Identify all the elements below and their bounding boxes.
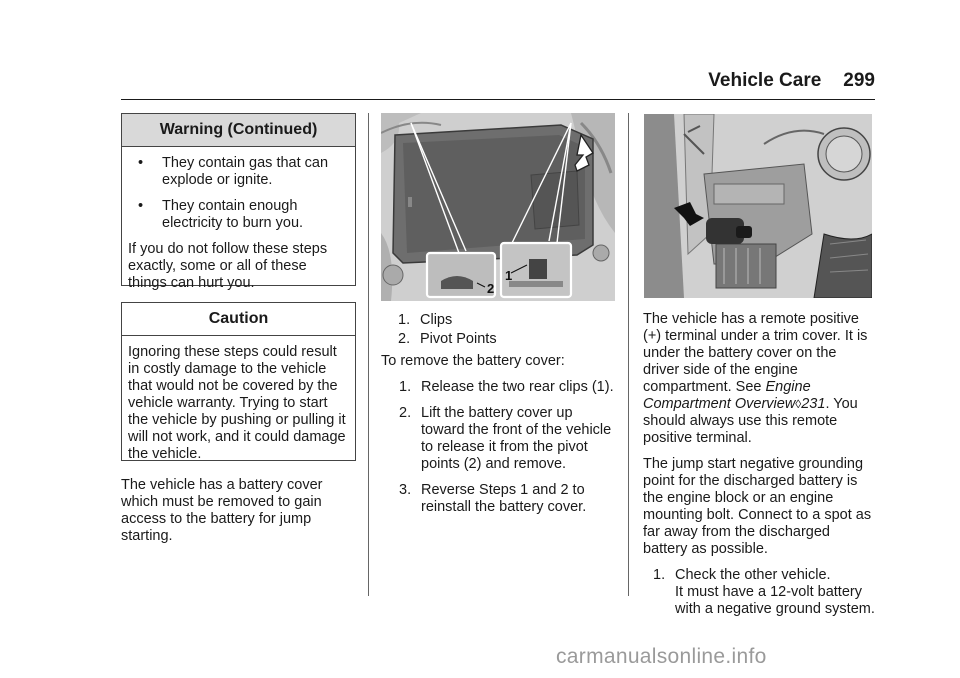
bullet-text: They contain enough electricity to burn you.: [162, 198, 304, 231]
column-divider-1: [368, 113, 369, 596]
step-number: 3.: [399, 482, 412, 498]
battery-cover-illustration-svg: [381, 113, 615, 301]
caution-box: [121, 302, 356, 461]
step-title: Check the other vehicle.: [675, 567, 831, 583]
step-text: It must have a 12-volt battery with a negative ground system.: [675, 584, 875, 617]
step-text: Release the two rear clips (1).: [421, 379, 614, 395]
list-item: [399, 405, 618, 473]
callout-2: 2: [487, 281, 495, 296]
list-item: [398, 311, 598, 330]
battery-cover-paragraph: The vehicle has a battery cover which must be removed to gain access to the battery for jump starting.: [121, 477, 323, 544]
warning-box: [121, 113, 356, 291]
remote-terminal-illustration: [644, 114, 872, 298]
header-rule: [121, 99, 875, 100]
warning-title: Warning (Continued): [122, 114, 355, 147]
page-header: [685, 70, 875, 92]
caution-text: Ignoring these steps could result in costly damage to the vehicle that would not be covered by the vehicle warranty. Trying to start the vehicle by pushing or pulling it will not work, and it could damage the vehicle.: [128, 344, 346, 462]
bullet-symbol: •: [138, 198, 144, 214]
list-item: [398, 330, 598, 349]
step-number: 1.: [399, 379, 412, 395]
remote-terminal-illustration-svg: [644, 114, 872, 298]
bullet-text: They contain gas that can explode or ignite.: [162, 155, 329, 188]
page-reference-number[interactable]: 231: [801, 396, 826, 412]
list-item: [653, 567, 875, 618]
bullet-symbol: •: [138, 155, 144, 171]
list-item: [138, 198, 349, 232]
remote-terminal-text: The vehicle has a remote positive (+) terminal under a trim cover. It is under the battery cover on the driver side of the engine compartment. See: [643, 311, 868, 395]
legend-text: Clips: [420, 312, 453, 328]
figure-legend: [398, 311, 598, 349]
legend-text: Pivot Points: [420, 331, 497, 347]
legend-number: 1.: [398, 312, 411, 328]
page-number: 299: [843, 70, 875, 91]
step-text: Lift the battery cover up toward the front of the vehicle to release it from the pivot points (2) and remove.: [421, 405, 612, 472]
list-item: [138, 155, 349, 189]
caution-title: Caution: [122, 303, 355, 336]
list-item: [399, 482, 618, 516]
removal-instructions: [381, 353, 618, 525]
remote-terminal-paragraph: [643, 311, 875, 447]
engine-compartment-link[interactable]: Engine Compartment Overview: [643, 379, 811, 412]
remote-terminal-text-end: . You should always use this remote positive terminal.: [643, 396, 858, 446]
step-number: 2.: [399, 405, 412, 421]
legend-number: 2.: [398, 331, 411, 347]
watermark[interactable]: carmanualsonline.info: [556, 645, 767, 668]
warning-closing-text: If you do not follow these steps exactly, some or all of these things can hurt you.: [128, 241, 328, 291]
list-item: [399, 379, 618, 396]
callout-1: 1: [505, 268, 513, 283]
step-text: Reverse Steps 1 and 2 to reinstall the battery cover.: [421, 482, 587, 515]
jump-start-text: [643, 311, 875, 618]
battery-cover-illustration: [381, 113, 615, 301]
step-number: 1.: [653, 567, 666, 583]
grounding-point-paragraph: The jump start negative grounding point for the discharged battery is the engine block or an engine mounting bolt. Connect to a spot as far away from the discharged battery as possible.: [643, 456, 872, 557]
step-content: [675, 567, 875, 618]
warning-body: [122, 147, 355, 298]
removal-intro: To remove the battery cover:: [381, 353, 565, 369]
column-divider-2: [628, 113, 629, 596]
section-title: Vehicle Care: [708, 70, 822, 91]
page-reference-symbol: ◊: [795, 397, 802, 411]
